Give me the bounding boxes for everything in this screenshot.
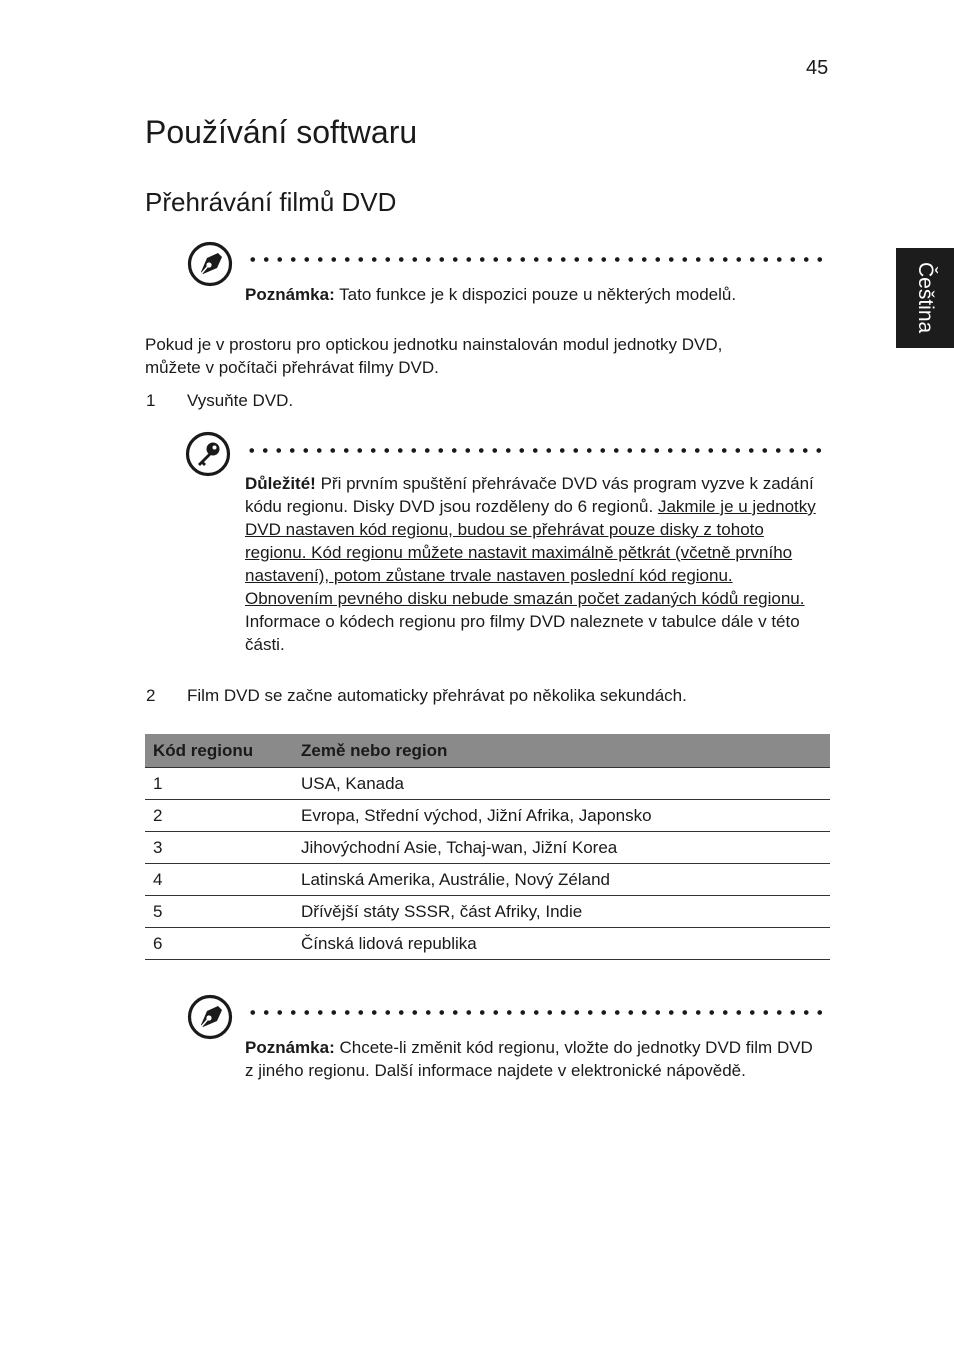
section-title: Přehrávání filmů DVD bbox=[145, 187, 397, 217]
important-body-end: Informace o kódech regionu pro filmy DVD naleznete v tabulce dále v této části. bbox=[245, 612, 800, 654]
region-code-cell: 4 bbox=[145, 864, 293, 896]
region-code-cell: 6 bbox=[145, 928, 293, 960]
table-header-row bbox=[145, 734, 830, 768]
pen-nib-icon bbox=[187, 994, 233, 1040]
column-header-country: Země nebo region bbox=[293, 734, 830, 768]
note-label: Poznámka: bbox=[245, 1038, 335, 1057]
step-1-text: Vysuňte DVD. bbox=[187, 391, 294, 410]
country-cell: Čínská lidová republika bbox=[293, 928, 830, 960]
language-tab-label: Čeština bbox=[914, 262, 937, 334]
region-code-cell: 1 bbox=[145, 768, 293, 800]
table-row bbox=[145, 832, 830, 864]
important-body-underlined: Jakmile je u jednotky DVD nastaven kód regionu, budou se přehrávat pouze disky z tohoto regionu. Kód regionu můžete nastavit maximálně pětkrát (včetně prvního nastavení), potom zůstane trvale nastaven poslední kód regionu. Obnovením pevného disku nebude smazán počet zadaných kódů regionu. bbox=[245, 497, 816, 608]
intro-line-2: můžete v počítači přehrávat filmy DVD. bbox=[145, 358, 439, 377]
intro-line-1: Pokud je v prostoru pro optickou jednotku nainstalován modul jednotky DVD, bbox=[145, 335, 723, 354]
note-divider bbox=[246, 1010, 831, 1015]
country-cell: Jihovýchodní Asie, Tchaj-wan, Jižní Korea bbox=[293, 832, 830, 864]
key-icon bbox=[185, 431, 231, 477]
column-header-region-code: Kód regionu bbox=[145, 734, 293, 768]
country-cell: Dřívější státy SSSR, část Afriky, Indie bbox=[293, 896, 830, 928]
note-text bbox=[245, 283, 830, 306]
important-body-start: Při prvním spuštění přehrávače DVD vás program vyzve k zadání kódu regionu. Disky DVD jsou rozděleny do 6 regionů. bbox=[245, 474, 814, 516]
important-text bbox=[245, 472, 820, 656]
intro-paragraph bbox=[145, 333, 825, 379]
step-2-number: 2 bbox=[146, 686, 156, 705]
note-label: Poznámka: bbox=[245, 285, 335, 304]
table-row bbox=[145, 896, 830, 928]
pen-nib-icon bbox=[187, 241, 233, 287]
note-text bbox=[245, 1036, 825, 1082]
table-row bbox=[145, 864, 830, 896]
country-cell: Latinská Amerika, Austrálie, Nový Zéland bbox=[293, 864, 830, 896]
important-label: Důležité! bbox=[245, 474, 316, 493]
language-tab bbox=[896, 248, 954, 348]
region-code-cell: 5 bbox=[145, 896, 293, 928]
important-divider bbox=[245, 448, 825, 453]
region-code-cell: 3 bbox=[145, 832, 293, 864]
step-1-number: 1 bbox=[146, 391, 156, 410]
note-body: Chcete-li změnit kód regionu, vložte do jednotky DVD film DVD z jiného regionu. Další informace najdete v elektronické nápovědě. bbox=[245, 1038, 813, 1080]
table-row bbox=[145, 928, 830, 960]
region-code-table bbox=[145, 734, 830, 960]
country-cell: Evropa, Střední východ, Jižní Afrika, Japonsko bbox=[293, 800, 830, 832]
table-row bbox=[145, 800, 830, 832]
table-row bbox=[145, 768, 830, 800]
page-number: 45 bbox=[806, 57, 829, 79]
page-title: Používání softwaru bbox=[145, 114, 418, 150]
note-body: Tato funkce je k dispozici pouze u některých modelů. bbox=[334, 285, 737, 304]
region-code-cell: 2 bbox=[145, 800, 293, 832]
step-2-text: Film DVD se začne automaticky přehrávat po několika sekundách. bbox=[187, 686, 687, 705]
note-divider bbox=[246, 257, 831, 262]
country-cell: USA, Kanada bbox=[293, 768, 830, 800]
